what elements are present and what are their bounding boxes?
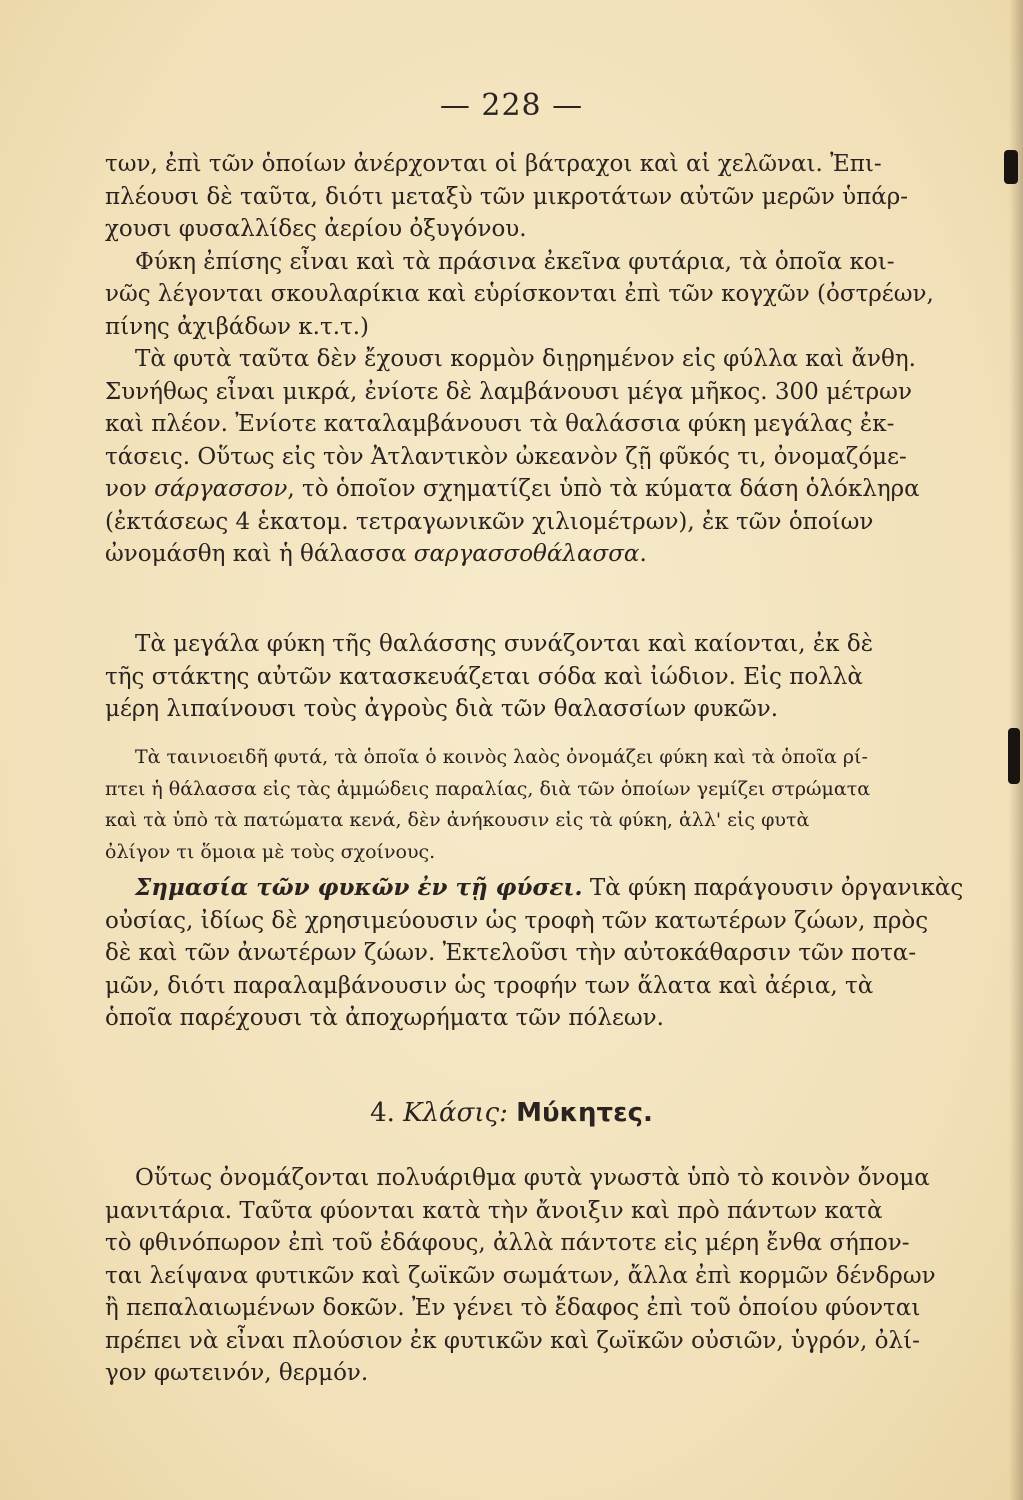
text-line: οὐσίας, ἰδίως δὲ χρησιμεύουσιν ὡς τροφὴ τῶν κατωτέρων ζώων, πρὸς <box>105 907 929 934</box>
italic-term-sargasso: σάργασσον <box>154 476 288 502</box>
text-run: Τὰ φύκη παράγουσιν ὀργανικὰς <box>582 875 964 901</box>
italic-term-sargassothalassa: σαργασσοθάλασσα <box>413 541 640 567</box>
text-line: ὀλίγον τι ὅμοια μὲ τοὺς σχοίνους. <box>105 840 436 863</box>
ink-blot-middle-right <box>1008 728 1020 784</box>
text-line: χουσι φυσαλλίδες ἀερίου ὀξυγόνου. <box>105 216 527 242</box>
text-line: Συνήθως εἶναι μικρά, ἐνίοτε δὲ λαμβάνουσι μέγα μῆκος. 300 μέτρων <box>105 378 912 405</box>
heading-name: Μύκητες. <box>516 1098 653 1128</box>
text-line: ται λείψανα φυτικῶν καὶ ζωϊκῶν σωμάτων, ἄλλα ἐπὶ κορμῶν δένδρων <box>105 1262 936 1289</box>
text-line: Τὰ φυτὰ ταῦτα δὲν ἔχουσι κορμὸν διῃρημένον εἰς φύλλα καὶ ἄνθη. <box>135 346 916 372</box>
text-line: καὶ τὰ ὑπὸ τὰ πατώματα κενά, δὲν ἀνήκουσιν εἰς τὰ φύκη, ἀλλ' εἰς φυτὰ <box>105 809 810 831</box>
text-line: τὸ φθινόπωρον ἐπὶ τοῦ ἐδάφους, ἀλλὰ πάντοτε εἰς μέρη ἔνθα σήπον- <box>105 1230 910 1256</box>
text-line: δὲ καὶ τῶν ἀνωτέρων ζώων. Ἐκτελοῦσι τὴν αὐτοκάθαρσιν τῶν ποτα- <box>105 940 917 966</box>
text-line: πρέπει νὰ εἶναι πλούσιον ἐκ φυτικῶν καὶ ζωϊκῶν οὐσιῶν, ὑγρόν, ὀλί- <box>105 1327 920 1354</box>
page-number: — 228 — <box>439 88 584 123</box>
text-line-sargassothalassa <box>105 538 925 571</box>
text-run: ὠνομάσθη καὶ ἡ θάλασσα <box>105 541 414 567</box>
text-line: (ἐκτάσεως 4 ἑκατομ. τετραγωνικῶν χιλιομέτρων), ἐκ τῶν ὁποίων <box>105 508 874 535</box>
text-line: τάσεις. Οὕτως εἰς τὸν Ἀτλαντικὸν ὠκεανὸν ζῇ φῦκός τι, ὀνομαζόμε- <box>105 443 907 470</box>
text-run: . <box>639 541 647 567</box>
section-heading <box>0 1098 1023 1128</box>
text-line: Τὰ ταινιοειδῆ φυτά, τὰ ὁποῖα ὁ κοινὸς λαὸς ὀνομάζει φύκη καὶ τὰ ὁποῖα ρί- <box>135 746 868 768</box>
text-line: γον φωτεινόν, θερμόν. <box>105 1360 369 1386</box>
text-line: μῶν, διότι παραλαμβάνουσιν ὡς τροφήν των ἅλατα καὶ ἀέρια, τὰ <box>105 972 874 999</box>
text-line: νῶς λέγονται σκουλαρίκια καὶ εὑρίσκονται ἐπὶ τῶν κογχῶν (ὀστρέων, <box>105 281 934 307</box>
text-line: ἢ πεπαλαιωμένων δοκῶν. Ἐν γένει τὸ ἔδαφος ἐπὶ τοῦ ὁποίου φύονται <box>105 1295 921 1321</box>
heading-klasis: Κλάσις: <box>403 1098 508 1128</box>
text-line: μανιτάρια. Ταῦτα φύονται κατὰ τὴν ἄνοιξιν καὶ πρὸ πάντων κατὰ <box>105 1197 883 1224</box>
text-line: Φύκη ἐπίσης εἶναι καὶ τὰ πράσινα ἐκεῖνα φυτάρια, τὰ ὁποῖα κοι- <box>135 248 895 275</box>
paragraph-block-2 <box>105 628 925 726</box>
text-line: πλέουσι δὲ ταῦτα, διότι μεταξὺ τῶν μικροτάτων αὐτῶν μερῶν ὑπάρ- <box>105 183 909 210</box>
paragraph-block-3 <box>105 1162 936 1390</box>
text-line: ὁποῖα παρέχουσι τὰ ἀποχωρήματα τῶν πόλεων. <box>105 1005 664 1031</box>
text-line: πτει ἡ θάλασσα εἰς τὰς ἀμμώδεις παραλίας, διὰ τῶν ὁποίων γεμίζει στρώματα <box>105 777 871 800</box>
text-line-sargasso <box>105 473 925 506</box>
text-line: των, ἐπὶ τῶν ὁποίων ἀνέρχονται οἱ βάτραχοι καὶ αἱ χελῶναι. Ἐπι- <box>105 151 882 177</box>
text-line: Τὰ μεγάλα φύκη τῆς θαλάσσης συνάζονται καὶ καίονται, ἐκ δὲ <box>135 631 874 657</box>
text-line-significance-title <box>105 872 964 905</box>
text-line: πίνης ἀχιβάδων κ.τ.τ.) <box>105 313 370 340</box>
text-run: νον <box>105 476 155 502</box>
paragraph-significance <box>105 872 964 1035</box>
small-print-note <box>105 742 925 868</box>
section-subtitle: Σημασία τῶν φυκῶν ἐν τῇ φύσει. <box>135 874 583 901</box>
paragraph-block-1 <box>105 148 934 571</box>
text-line: τῆς στάκτης αὐτῶν κατασκευάζεται σόδα καὶ ἰώδιον. Εἰς πολλὰ <box>105 663 863 690</box>
heading-number: 4. <box>370 1098 395 1128</box>
text-run: , τὸ ὁποῖον σχηματίζει ὑπὸ τὰ κύματα δάση ὁλόκληρα <box>287 476 920 502</box>
text-line: καὶ πλέον. Ἐνίοτε καταλαμβάνουσι τὰ θαλάσσια φύκη μεγάλας ἐκ- <box>105 411 895 437</box>
ink-blot-top-right <box>1004 150 1018 184</box>
text-line: μέρη λιπαίνουσι τοὺς ἀγροὺς διὰ τῶν θαλασσίων φυκῶν. <box>105 696 779 722</box>
text-line: Οὕτως ὀνομάζονται πολυάριθμα φυτὰ γνωστὰ ὑπὸ τὸ κοινὸν ὄνομα <box>135 1165 930 1191</box>
